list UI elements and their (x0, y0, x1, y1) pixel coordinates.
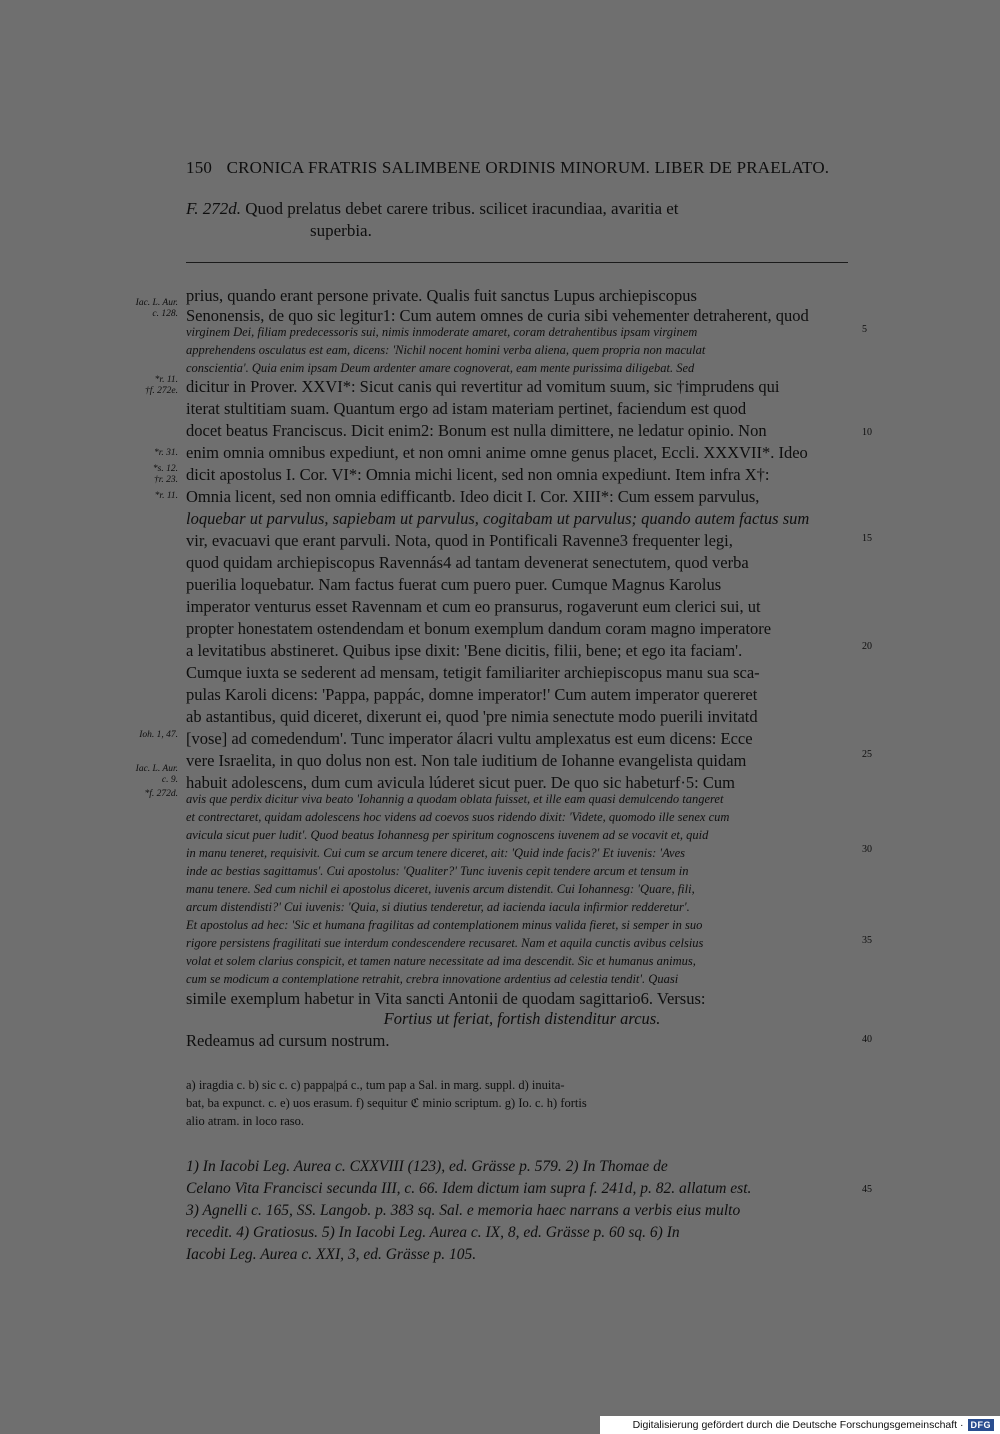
text-line: imperator venturus esset Ravennam et cum eo pransurus, rogaverunt eum clerici sui, ut (186, 597, 761, 616)
margin-note: *s. 12. †r. 23. (152, 464, 178, 485)
footnote-line: recedit. 4) Gratiosus. 5) In Iacobi Leg. Aurea c. IX, 8, ed. Grässe p. 60 sq. 6) In (186, 1224, 680, 1241)
footnote-line: 1) In Iacobi Leg. Aurea c. CXXVIII (123), ed. Grässe p. 579. 2) In Thomae de (186, 1158, 668, 1175)
text-line: arcum distendisti?' Cui iuvenis: 'Quia, si diutius tenderetur, ad iacienda iacula infirmior redderetur'. (186, 900, 690, 914)
margin-note: Ioh. 1, 47. (139, 730, 178, 740)
text-line: virginem Dei, filiam predecessoris sui, nimis inmoderate amaret, coram detrahentibus ipsam virginem (186, 325, 698, 339)
text-line: cum se modicum a contemplatione retrahit, crebra innovatione ardentius ad celestia tendit'. Quasi (186, 972, 679, 986)
running-head (186, 158, 846, 178)
heading-text: Quod prelatus debet carere tribus. scilicet iracundiaa, avaritia et (245, 199, 679, 218)
text-line: pulas Karoli dicens: 'Pappa, pappác, domne imperator!' Cum autem imperator quereret (186, 685, 758, 704)
text-line: propter honestatem ostendendam et bonum exemplum dandum coram magno imperatore (186, 619, 772, 638)
text-line: Et apostolus ad hec: 'Sic et humana fragilitas ad contemplationem minus valida fieret, si semper in suo (186, 918, 703, 932)
text-line: Cumque iuxta se sederent ad mensam, tetigit familiariter archiepiscopus manu sua sca- (186, 663, 760, 682)
text-line: avicula sicut puer ludit'. Quod beatus Iohannesg per spiritum cognoscens iuvenem ad se vocavit et, quid (186, 828, 709, 842)
text-line: vere Israelita, in quo dolus non est. Non tale iuditium de Iohanne evangelista quidam (186, 751, 747, 770)
text-line: et contrectaret, quidam adolescens hoc videns ad coevos suos ridendo dixit: 'Videte, quomodo ille senex cum (186, 810, 730, 824)
margin-note: Iac. L. Aur. c. 128. (135, 298, 178, 319)
dfg-logo: DFG (968, 1419, 995, 1431)
text-line: manu tenere. Sed cum nichil ei apostolus diceret, iuvenis arcum distendit. Cui Iohannesg: 'Quare, fili, (186, 882, 695, 896)
heading-text-continued: superbia. (310, 221, 372, 240)
line-number: 5 (862, 324, 867, 335)
line-number: 10 (862, 427, 872, 438)
text-line: volat et solem clarius conspicit, et tamen nature necessitate ad ima descendit. Sic et humanus animus, (186, 954, 696, 968)
text-line: prius, quando erant persone private. Qualis fuit sanctus Lupus archiepiscopus (186, 286, 697, 305)
text-line: enim omnia omnibus expediunt, et non omni anime omne genus placet, Eccli. XXXVII*. Ideo (186, 443, 808, 462)
text-line: rigore persistens fragilitati sue interdum condescendere recusaret. Nam et aquila cunctis avibus celsius (186, 936, 704, 950)
text-line: in manu teneret, requisivit. Cui cum se arcum tenere diceret, ait: 'Quid inde facis?' Et iuvenis: 'Aves (186, 846, 685, 860)
text-line: dicitur in Prover. XXVI*: Sicut canis qui revertitur ad vomitum suum, sic †imprudens qui (186, 377, 780, 396)
text-line: habuit adolescens, dum cum avicula lúderet sicut puer. De quo sic habeturf·5: Cum (186, 773, 735, 792)
line-number: 25 (862, 749, 872, 760)
verse-line: Fortius ut feriat, fortish distenditur arcus. (383, 1009, 661, 1028)
text-line: conscientia'. Quia enim ipsam Deum ardenter amare cognoverat, eam mente purissima diligebat. Sed (186, 361, 695, 375)
line-number: 15 (862, 533, 872, 544)
text-line: Redeamus ad cursum nostrum. (186, 1031, 390, 1050)
funding-banner (600, 1416, 1000, 1434)
text-line: apprehendens osculatus est eam, dicens: 'Nichil nocent homini verba aliena, quem propria non maculat (186, 343, 706, 357)
footnote-line: Iacobi Leg. Aurea c. XXI, 3, ed. Grässe p. 105. (186, 1246, 477, 1263)
funding-text: Digitalisierung gefördert durch die Deutsche Forschungsgemeinschaft · (632, 1419, 964, 1431)
text-line: loquebar ut parvulus, sapiebam ut parvulus, cogitabam ut parvulus; quando autem factus sum (186, 509, 810, 528)
margin-note: *r. 31. (153, 448, 178, 458)
chapter-heading (186, 198, 858, 242)
text-line: Omnia licent, sed non omnia edifficantb. Ideo dicit I. Cor. XIII*: Cum essem parvulus, (186, 487, 760, 506)
heading-rule (186, 262, 848, 263)
margin-note: Iac. L. Aur. c. 9. (135, 764, 178, 785)
apparatus-line: alio atram. in loco raso. (186, 1114, 305, 1128)
text-line: ab astantibus, quid diceret, dixerunt ei, quod 'pre nimia senectute modo puerili invitatd (186, 707, 758, 726)
text-line: a levitatibus abstineret. Quibus ipse dixit: 'Bene dicitis, filii, bene; et ego ita faciam'. (186, 641, 743, 660)
line-number: 40 (862, 1034, 872, 1045)
text-line: iterat stultitiam suam. Quantum ergo ad istam materiam pertinet, faciendum est quod (186, 399, 747, 418)
apparatus-line: a) iragdia c. b) sic c. c) pappa|pá c., tum pap a Sal. in marg. suppl. d) inuita- (186, 1078, 565, 1092)
margin-note: *r. 11. (154, 491, 178, 501)
page-number: 150 (186, 158, 213, 177)
text-line: Senonensis, de quo sic legitur1: Cum autem omnes de curia sibi vehementer detraherent, quod (186, 306, 809, 325)
margin-note: *f. 272d. (144, 789, 178, 799)
footnote-line: 3) Agnelli c. 165, SS. Langob. p. 383 sq. Sal. e memoria haec narrans a verbis eius multo (186, 1202, 741, 1219)
running-title: CRONICA FRATRIS SALIMBENE ORDINIS MINORUM. LIBER DE PRAELATO. (226, 158, 830, 177)
text-line: puerilia loquebatur. Nam factus fuerat cum puero puer. Cumque Magnus Karolus (186, 575, 722, 594)
line-number: 30 (862, 844, 872, 855)
margin-note: *r. 11. †f. 272e. (145, 375, 178, 396)
text-line: vir, evacuavi que erant parvuli. Nota, quod in Pontificali Ravenne3 frequenter legi, (186, 531, 733, 550)
text-line: inde ac bestias sagittamus'. Cui apostolus: 'Qualiter?' Tunc iuvenis cepit tendere arcum et tensum in (186, 864, 689, 878)
text-line: simile exemplum habetur in Vita sancti Antonii de quodam sagittario6. Versus: (186, 989, 706, 1008)
footnote-line: Celano Vita Francisci secunda III, c. 66. Idem dictum iam supra f. 241d, p. 82. allatum est. (186, 1180, 752, 1197)
apparatus-line: bat, ba expunct. c. e) uos erasum. f) sequitur ℭ minio scriptum. g) Io. c. h) fortis (186, 1096, 587, 1110)
text-line: quod quidam archiepiscopus Ravennás4 ad tantam devenerat senectutem, quod verba (186, 553, 749, 572)
line-number: 45 (862, 1184, 872, 1195)
text-line: docet beatus Franciscus. Dicit enim2: Bonum est nulla dimittere, ne ledatur opinio. Non (186, 421, 767, 440)
text-line: [vose] ad comedendum'. Tunc imperator álacri vultu amplexatus est eum dicens: Ecce (186, 729, 753, 748)
line-number: 35 (862, 935, 872, 946)
line-number: 20 (862, 641, 872, 652)
folio-reference: F. 272d. (186, 199, 241, 218)
text-line: dicit apostolus I. Cor. VI*: Omnia michi licent, sed non omnia expediunt. Item infra X†: (186, 465, 770, 484)
text-line: avis que perdix dicitur viva beato 'Iohannig a quodam oblata fuisset, et ille eam quasi demulcendo tangeret (186, 792, 724, 806)
